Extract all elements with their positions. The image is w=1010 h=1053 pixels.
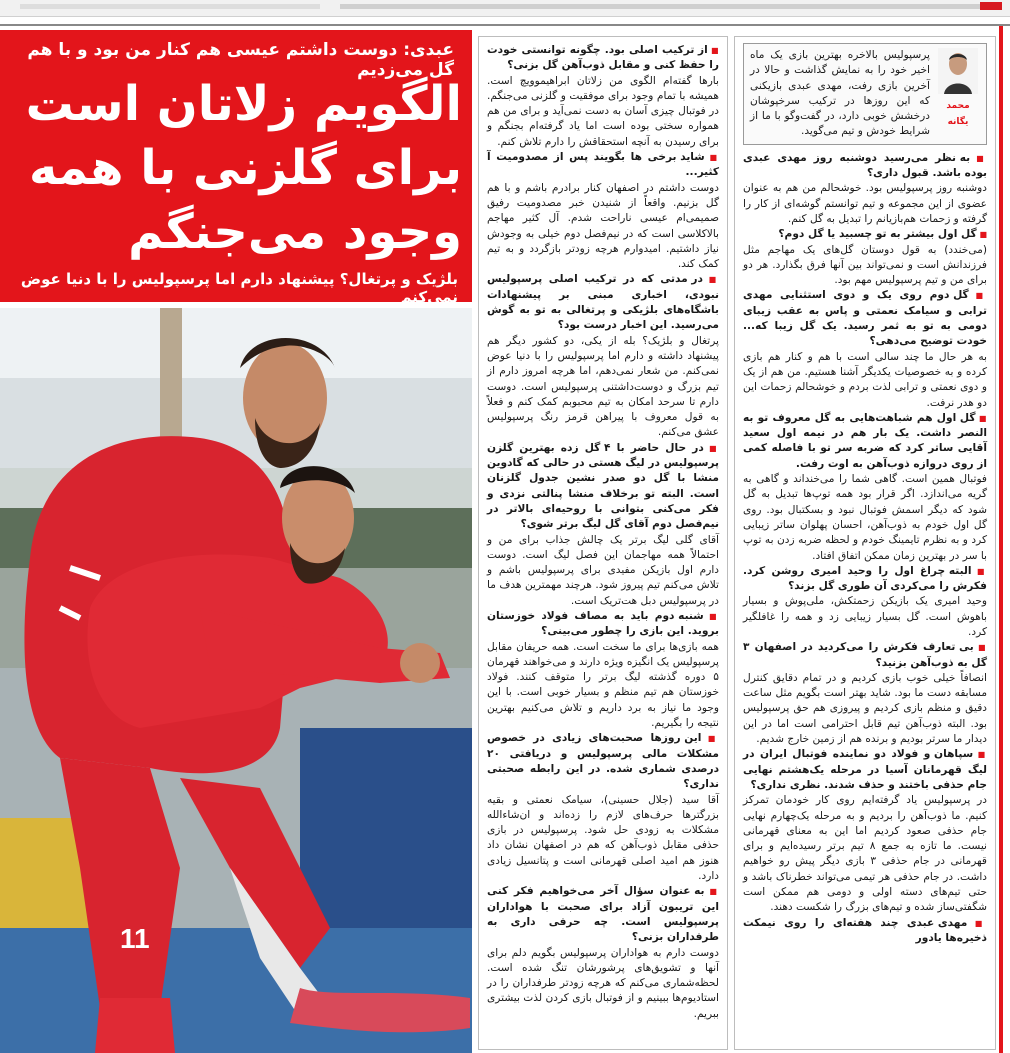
right-red-border — [999, 26, 1003, 1053]
author-name: محمد ‌یگانه — [946, 101, 970, 127]
interview-question: ■ سپاهان و فولاد دو نماینده فوتبال ایران در لیگ قهرمانان آسیا در مرحله یک‌هشتم نهایی جام حذفی باختند و حذف شدند. نظری نداری؟ — [743, 747, 987, 793]
interview-answer: پرتغال و بلژیک؟ بله از یکی، دو کشور دیگر هم پیشنهاد داشته و دارم اما پرسپولیس را با دنیا عوض نمی‌کنم. من شعار نمی‌دهم، اما هرچه امروز دارم از تیم بزرگ و دوست‌داشتنی پرسپولیس است. دوست دارم تا سرحد امکان به تیم محبوبم کمک کنم و فعلاً به قول معروف با پیراهن قرمز رنگ پرسپولیس عشق می‌کنم. — [487, 334, 719, 439]
players-illustration — [0, 308, 472, 1053]
right-column-body — [743, 151, 987, 946]
interview-question: ■ شاید برخی ها بگویند پس از مصدومیت آ کثیر... — [487, 150, 719, 181]
author-box — [936, 48, 980, 130]
interview-answer: آقای گلی لیگ برتر یک چالش جذاب برای من و احتمالاً همه مهاجمان این فصل لیگ است. دوست دارم اول بازیکن مفیدی برای پرسپولیس باشم و تلاش می‌کنم تیم پیروز شود. هرچند مهمترین هدف ما در پرسپولیس دبل هت‌تریک است. — [487, 533, 719, 607]
interview-answer: (می‌خندد) به قول دوستان گل‌های یک مهاجم مثل فرزندانش است و نمی‌تواند بین آنها فرق بگذارد. هر دو برای من و تیم پرسپولیس مهم بود. — [743, 243, 987, 287]
interview-answer: فوتبال همین است. گاهی شما را می‌خنداند و گاهی به گریه می‌اندازد. اگر قرار بود همه توپ‌ها تبدیل به گل شود که دیگر اسمش فوتبال نبود و بسکتبال بود. روی گل اول خودم به ذوب‌آهن، احسان پهلوان ساتر زیبایی کرد و به نظرم تایمینگ خودم و لحظه ضربه زدن به توپ با سر در بهترین زمان ممکن اتفاق افتاد. — [743, 473, 987, 562]
interview-answer: بارها گفته‌ام الگوی من زلاتان ابراهیموویچ است. همیشه با تمام وجود برای موفقیت و گلزنی می‌جنگم. در فوتبال چیزی آسان به دست نمی‌آید و برای من هم همواره سختی بوده است اما یاد گرفته‌ام بجنگم و برای رسیدن به آنچه استحقاقش را دارم تلاش کنم. — [487, 74, 719, 148]
svg-text:11: 11 — [120, 923, 150, 954]
header-bar-left — [20, 4, 320, 9]
interview-question: ■ به نظر می‌رسید دوشنبه روز مهدی عبدی بوده باشد. قبول داری؟ — [743, 151, 987, 182]
interview-answer: در پرسپولیس یاد گرفته‌ایم روی کار خودمان تمرکز کنیم. ما ذوب‌آهن را بردیم و به مرحله یک‌چهارم نهایی جام حذفی صعود کردیم اما این به معنای قهرمانی نیست. ما تازه به جمع ۸ تیم برتر رسیده‌ایم و برای قهرمانی در جام حذفی ۳ بازی دیگر پیش رو خواهیم داشت. در جام حذفی هر تیمی می‌تواند خطرناک باشد و حتی تیم‌های دسته اولی و دومی هم ممکن است شگفتی‌ساز شده و تیم‌های بزرگ را شکست دهند. — [743, 794, 987, 914]
celebration-photo — [0, 308, 472, 1053]
interview-answer: همه بازی‌ها برای ما سخت است. همه حریفان مقابل پرسپولیس یک انگیزه ویژه دارند و می‌خواهند قهرمان ۵ دوره گذشته لیگ برتر را متوقف کنند. فولاد خوزستان هم تیم منظم و بسیار خوبی است. با این وجود ما نیاز به برد داریم و تلاش می‌کنیم بهترین نتیجه را بگیریم. — [487, 640, 719, 730]
interview-question: ■ مهدی عبدی چند هفته‌ای را روی نیمکت ذخیره‌ها یادور — [743, 916, 987, 947]
intro-text: پرسپولیس بالاخره بهترین بازی یک ماه اخیر خود را به نمایش گذاشت و حالا در آخرین بازی رفت، مهدی عبدی بازیکنی که این روزها در ترکیب سرخپوشان درخشش خوبی دارد، در گفت‌وگو با ما از شرایط خودش و تیم می‌گوید. — [750, 49, 930, 138]
header-red-marker — [980, 2, 1002, 10]
interview-question: ■ گل دوم روی یک و دوی استثنایی مهدی ترابی و سیامک نعمتی و پاس به عقب زیبای دومی به تو به ثمر رسید. یک گل زیبا که... خودت توضیح می‌دهی؟ — [743, 288, 987, 349]
headline-line-2: برای گلزنی با همه — [28, 140, 462, 196]
middle-column — [478, 36, 728, 1050]
middle-column-body — [487, 43, 719, 1022]
interview-question: ■ از ترکیب اصلی بود. چگونه توانستی خودت را حفظ کنی و مقابل ذوب‌آهن گل بزنی؟ — [487, 43, 719, 74]
headline-line-1: الگویم زلاتان است — [25, 76, 462, 132]
interview-question: ■ بی تعارف فکرش را می‌کردید در اصفهان ۳ گل به ذوب‌آهن بزنید؟ — [743, 640, 987, 671]
author-photo — [938, 48, 978, 94]
interview-question: ■ در مدتی که در ترکیب اصلی پرسپولیس نبودی، اخباری مبنی بر پیشنهادات باشگاه‌های بلژیکی و پرتغالی به تو به گوش می‌رسید. این اخبار درست بود؟ — [487, 272, 719, 333]
interview-question: ■ گل اول بیشتر به تو چسبید یا گل دوم؟ — [743, 227, 987, 242]
page-rule — [0, 24, 1010, 26]
subtitle: بلژیک و پرتغال؟ پیشنهاد دارم اما پرسپولیس را با دنیا عوض نمی‌کنم — [20, 270, 458, 306]
interview-question: ■ در حال حاضر با ۴ گل زده بهترین گلزن پرسپولیس در لیگ هستی در حالی که گادوین منشا با گل دو صدر نشین جدول گلزنان است. البته تو برخلاف منشا پنالتی نزدی و فکر می‌کنی بتوانی با روحیه‌ای بالاتر در نیم‌فصل دوم آقای گل لیگ برتر شوی؟ — [487, 441, 719, 533]
headline-line-3: وجود می‌جنگم — [128, 204, 462, 260]
interview-answer: دوست داشتم در اصفهان کنار برادرم باشم و با هم گل بزنیم. واقعاً از شنیدن خبر مصدومیت رفیق صمیمی‌ام عیسی ناراحت شدم. آل کثیر مهاجم بالاکلاسی است که در نیم‌فصل دوم خیلی به وجودش نیاز داشتیم. امیدوارم هرچه زودتر بازگردد و به تیم کمک کند. — [487, 181, 719, 271]
interview-answer: دوست دارم به هواداران پرسپولیس بگویم دلم برای آنها و تشویق‌های پرشورشان تنگ شده است. لحظه‌شماری می‌کنم که هرچه زودتر طرفداران را در استادیوم‌ها ببینیم و از فوتبال بازی کردن لذت بیشتری ببریم. — [487, 946, 719, 1020]
interview-answer: دوشنبه روز پرسپولیس بود. خوشحالم من هم به عنوان عضوی از این مجموعه و تیم توانستم گوشه‌ای از کار را گرفته و زحمات هم‌بازیانم را تبدیل به گل کنم. — [743, 182, 987, 225]
interview-question: ■ شنبه دوم باید به مصاف فولاد خوزستان بروید. این بازی را چطور می‌بینی؟ — [487, 609, 719, 640]
interview-answer: آقا سید (جلال حسینی)، سیامک نعمتی و بقیه بزرگترها حرف‌های لازم را زده‌اند و ان‌شاءالله مشکلات به زودی حل شود. پرسپولیس در بازی حذفی مقابل ذوب‌آهن که هم در اصفهان نشان داد هنوز هم امید اصلی قهرمانی است و پتانسیل زیادی دارد. — [487, 793, 719, 883]
intro-box — [743, 43, 987, 145]
interview-answer: به هر حال ما چند سالی است با هم و کنار هم بازی کرده و به خصوصیات یکدیگر آشنا هستیم. من هم از یک و دوی نعمتی و ترابی لذت بردم و خوشحالم زحمات این دو هدر نرفت. — [743, 350, 987, 409]
headline — [6, 72, 462, 264]
interview-question: ■ این روزها صحبت‌های زیادی در خصوص مشکلات مالی پرسپولیس و دریافتی ۲۰ درصدی شماری شده. در این رابطه صحبتی نداری؟ — [487, 731, 719, 792]
top-header-strip — [0, 0, 1010, 17]
headline-block — [0, 30, 472, 306]
interview-question: ■ گل اول هم شباهت‌هایی به گل معروف تو به النصر داشت. یک بار هم در نیمه اول سعید آقایی ساتر کرد که ضربه سر تو با فاصله کمی از روی دروازه ذوب‌آهن به اوت رفت. — [743, 411, 987, 472]
header-bar-right — [340, 4, 990, 9]
right-column — [734, 36, 996, 1050]
kicker: عبدی: دوست داشتم عیسی هم کنار من بود و با هم گل می‌زدیم — [27, 40, 454, 80]
interview-answer: وحید امیری یک بازیکن زحمتکش، ملی‌پوش و بسیار باهوش است. گل بسیار زیبایی زد و همه را غافلگیر کرد. — [743, 595, 987, 638]
interview-question: ■ البته چراغ اول را وحید امیری روشن کرد. فکرش را می‌کردی آن طوری گل بزند؟ — [743, 564, 987, 595]
interview-answer: انصافاً خیلی خوب بازی کردیم و در تمام دقایق کنترل مسابقه دست ما بود. شاید بهتر است بگویم مثل ساعت دقیق و منظم بازی کردیم و پیروزی هم حق پرسپولیس بود. البته ذوب‌آهن تیم قابل احترامی است اما در این دیدار ما سرتر بودیم و برنده هم از زمین خارج شدیم. — [743, 671, 987, 746]
interview-question: ■ به عنوان سؤال آخر می‌خواهیم فکر کنی این تریبون آزاد برای صحبت با هواداران پرسپولیس است. چه حرفی داری به طرفداران بزنی؟ — [487, 884, 719, 945]
